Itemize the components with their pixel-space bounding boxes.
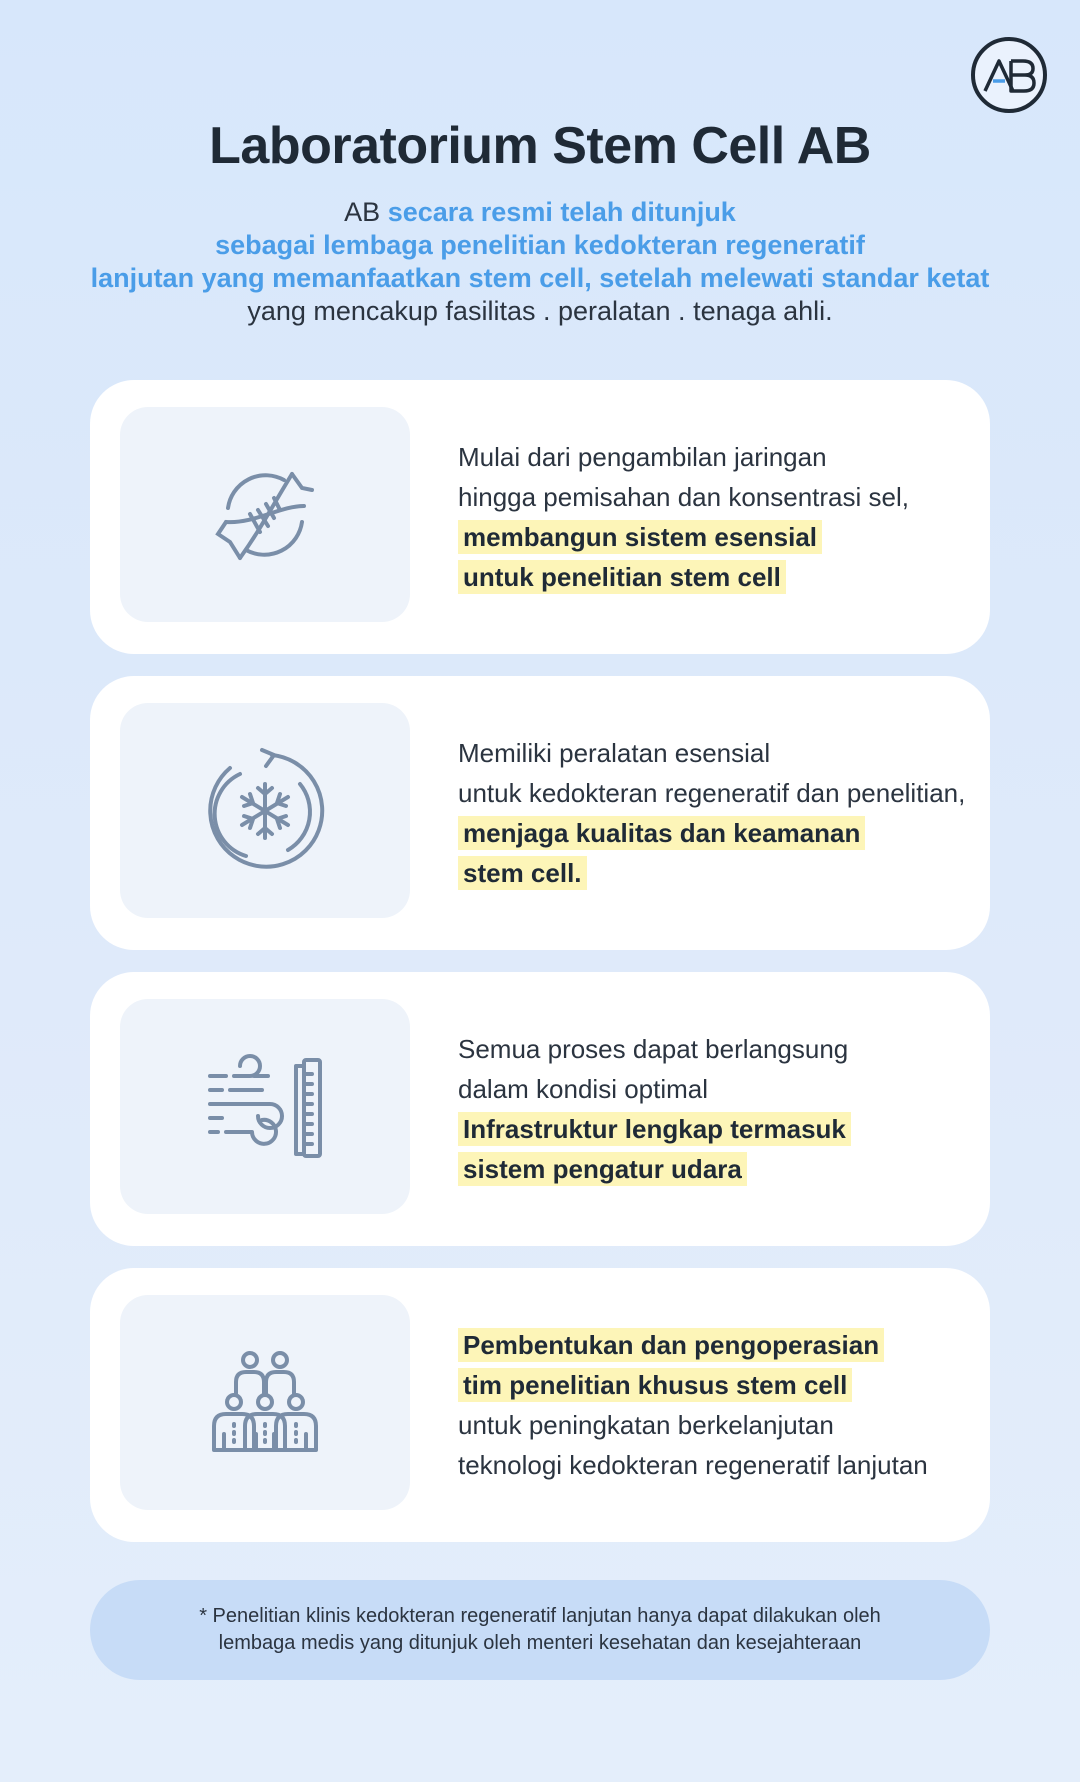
research-team-icon bbox=[120, 1295, 410, 1510]
intro-text bbox=[0, 196, 1080, 328]
card-line: dalam kondisi optimal bbox=[458, 1074, 709, 1104]
highlight-text: Infrastruktur lengkap termasuk bbox=[458, 1112, 851, 1146]
feature-card-tissue-processing bbox=[90, 380, 990, 654]
highlight-text: membangun sistem esensial bbox=[458, 520, 822, 554]
feature-card-infrastructure bbox=[90, 972, 990, 1246]
card-line: hingga pemisahan dan konsentrasi sel, bbox=[458, 482, 909, 512]
highlight-text: tim penelitian khusus stem cell bbox=[458, 1368, 852, 1402]
card-text bbox=[458, 380, 978, 654]
footnote-line-2: lembaga medis yang ditunjuk oleh menteri kesehatan dan kesejahteraan bbox=[218, 1632, 862, 1654]
intro-line-4: yang mencakup fasilitas . peralatan . tenaga ahli. bbox=[247, 296, 833, 326]
card-line: untuk peningkatan berkelanjutan bbox=[458, 1410, 834, 1440]
highlight-text: Pembentukan dan pengoperasian bbox=[458, 1328, 884, 1362]
footnote-line-1: * Penelitian klinis kedokteran regeneratif lanjutan hanya dapat dilakukan oleh bbox=[199, 1605, 881, 1627]
footnote bbox=[90, 1580, 990, 1680]
card-line: Memiliki peralatan esensial bbox=[458, 738, 771, 768]
card-line: teknologi kedokteran regeneratif lanjutan bbox=[458, 1450, 928, 1480]
card-line: Mulai dari pengambilan jaringan bbox=[458, 442, 827, 472]
card-line: Semua proses dapat berlangsung bbox=[458, 1034, 849, 1064]
highlight-text: untuk penelitian stem cell bbox=[458, 560, 786, 594]
intro-line-2: sebagai lembaga penelitian kedokteran regeneratif bbox=[215, 230, 865, 260]
feature-card-research-team bbox=[90, 1268, 990, 1542]
highlight-text: sistem pengatur udara bbox=[458, 1152, 747, 1186]
ab-logo-icon bbox=[971, 37, 1047, 113]
page-title: Laboratorium Stem Cell AB bbox=[209, 117, 871, 175]
card-text bbox=[458, 972, 978, 1246]
intro-line-1: secara resmi telah ditunjuk bbox=[387, 197, 736, 227]
feature-card-equipment bbox=[90, 676, 990, 950]
snowflake-cycle-icon bbox=[120, 703, 410, 918]
intro-line-3: lanjutan yang memanfaatkan stem cell, setelah melewati standar ketat bbox=[90, 263, 990, 293]
card-line: untuk kedokteran regeneratif dan penelitian, bbox=[458, 778, 966, 808]
card-text bbox=[458, 1268, 978, 1542]
highlight-text: menjaga kualitas dan keamanan bbox=[458, 816, 865, 850]
highlight-text: stem cell. bbox=[458, 856, 587, 890]
dna-icon bbox=[120, 407, 410, 622]
intro-line-1-lead: AB bbox=[344, 197, 388, 227]
card-text bbox=[458, 676, 978, 950]
air-filter-icon bbox=[120, 999, 410, 1214]
